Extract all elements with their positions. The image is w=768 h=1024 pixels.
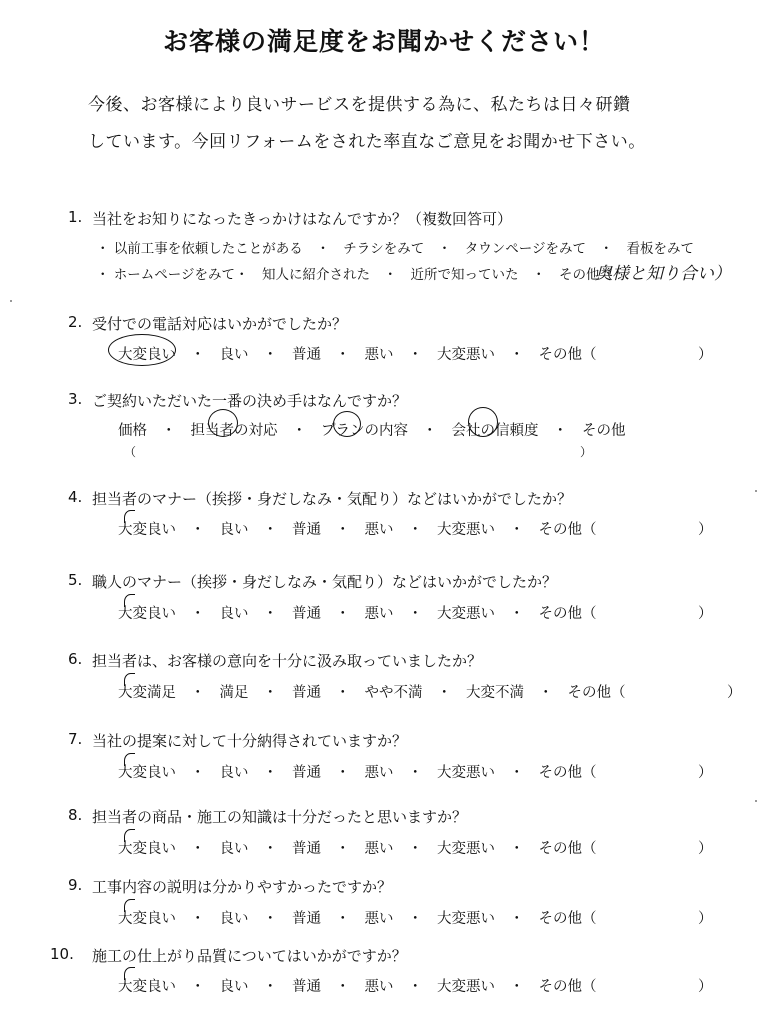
question-text: ご契約いただいた一番の決め手はなんですか？ [92,392,408,410]
question-number: 10. [50,945,74,963]
question-text: 担当者の商品・施工の知識は十分だったと思いますか？ [92,808,468,826]
options-line: 大変良い ・ 良い ・ 普通 ・ 悪い ・ 大変悪い ・ その他（ ） [118,841,713,857]
page-title: お客様の満足度をお聞かせください！ [162,27,605,56]
question-text: 施工の仕上がり品質についてはいかがですか？ [92,947,407,965]
question-number: 2. [68,313,83,331]
question-text: 受付での電話対応はいかがでしたか？ [92,315,348,333]
question-number: 4. [68,488,83,506]
answer-mark [124,594,135,607]
question-number: 9. [68,876,83,894]
question-text: 当社の提案に対して十分納得されていますか？ [92,732,408,750]
handwritten-answer: 奥様と知り合い） [595,264,731,284]
scan-speck [755,490,757,492]
options-line: 大変良い ・ 良い ・ 普通 ・ 悪い ・ 大変悪い ・ その他（ ） [118,522,713,538]
question-text: 当社をお知りになったきっかけはなんですか？（複数回答可） [92,210,513,228]
options-line: 大変満足 ・ 満足 ・ 普通 ・ やや不満 ・ 大変不満 ・ その他（ ） [118,685,742,701]
question-number: 6. [68,650,83,668]
question-number: 5. [68,571,83,589]
question-number: 3. [68,390,83,408]
question-number: 8. [68,806,83,824]
question-number: 7. [68,730,83,748]
answer-mark [124,899,135,912]
options-line: 大変良い ・ 良い ・ 普通 ・ 悪い ・ 大変悪い ・ その他（ ） [118,979,713,995]
options-line: 大変良い ・ 良い ・ 普通 ・ 悪い ・ 大変悪い ・ その他（ ） [118,606,713,622]
intro-line-2: しています。今回リフォームをされた率直なご意見をお聞かせ下さい。 [88,132,646,152]
question-text: 担当者のマナー（挨拶・身だしなみ・気配り）などはいかがでしたか？ [92,490,573,508]
scan-speck [10,300,12,302]
options-line: 大変良い ・ 良い ・ 普通 ・ 悪い ・ 大変悪い ・ その他（ ） [118,911,713,927]
question-text: 職人のマナー（挨拶・身だしなみ・気配り）などはいかがでしたか？ [92,573,558,591]
scan-speck [755,800,757,802]
options-line: 大変良い ・ 良い ・ 普通 ・ 悪い ・ 大変悪い ・ その他（ ） [118,347,713,363]
answer-mark [124,967,135,980]
options-line: （ ） [124,445,593,459]
options-line: 価格 ・ 担当者の対応 ・ プランの内容 ・ 会社の信頼度 ・ その他 [118,423,626,439]
answer-mark [124,753,135,766]
answer-mark [124,673,135,686]
question-number: 1. [68,208,83,226]
question-text: 工事内容の説明は分かりやすかったですか？ [92,878,393,896]
options-line: 大変良い ・ 良い ・ 普通 ・ 悪い ・ 大変悪い ・ その他（ ） [118,765,713,781]
intro-line-1: 今後、お客様により良いサービスを提供する為に、私たちは日々研鑽 [88,95,631,115]
answer-mark [124,510,135,523]
answer-mark [124,829,135,842]
options-line: ・ ホームページをみて・ 知人に紹介された ・ 近所で知っていた ・ その他（ [96,267,614,283]
options-line: ・ 以前工事を依頼したことがある ・ チラシをみて ・ タウンページをみて ・ 看板をみて [96,241,695,257]
question-text: 担当者は、お客様の意向を十分に汲み取っていましたか？ [92,652,483,670]
